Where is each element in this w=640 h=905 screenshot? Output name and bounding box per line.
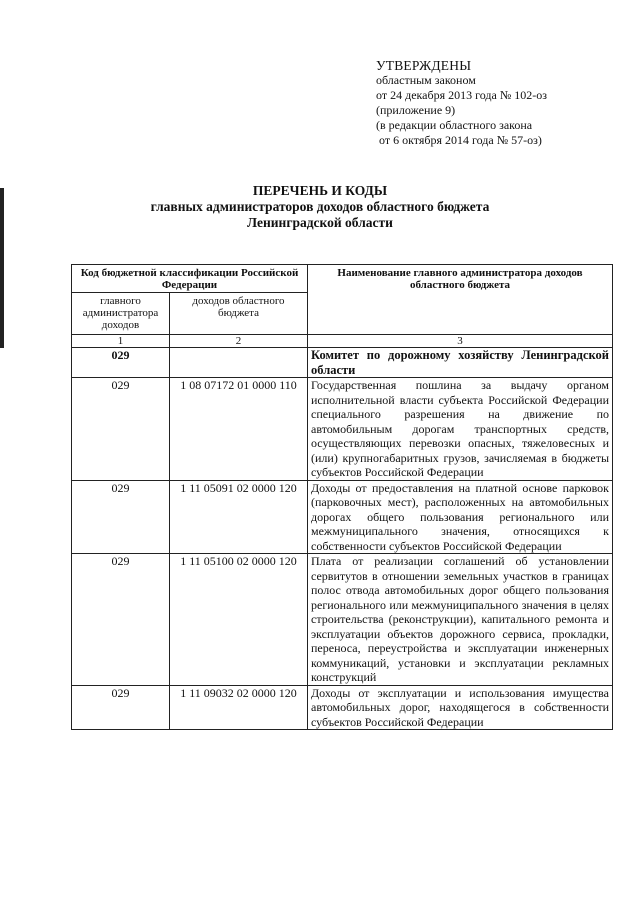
title-line-1: ПЕРЕЧЕНЬ И КОДЫ: [252, 183, 388, 198]
admin-code: 029: [72, 480, 170, 554]
approval-line: областным законом: [376, 73, 476, 87]
title-line-3: Ленинградской области: [247, 215, 393, 230]
table-row: [72, 378, 613, 481]
table-row: [72, 480, 613, 554]
admin-code: 029: [72, 348, 170, 378]
table-header-row: [72, 265, 613, 293]
admin-code: 029: [72, 554, 170, 686]
column-number: 3: [308, 335, 613, 348]
header-kbk: Код бюджетной классификации Российской Федерации: [72, 265, 308, 293]
table-row: [72, 348, 613, 378]
income-description: Доходы от эксплуатации и использования имущества автомобильных дорог, находящегося в собственности субъектов Российской Федерации: [308, 685, 613, 730]
approval-line: от 24 декабря 2013 года № 102-оз: [376, 88, 548, 102]
income-code: 1 11 09032 02 0000 120: [170, 685, 308, 730]
table-row: [72, 554, 613, 686]
column-number: 1: [72, 335, 170, 348]
approval-head: УТВЕРЖДЕНЫ: [376, 58, 472, 73]
income-description: Плата от реализации соглашений об установлении сервитутов в отношении земельных участков в границах полос отвода автомобильных дорог общего пользования регионального или межмуниципального значения в целях строительства (реконструкции), капитального ремонта и эксплуатации объектов дорожного сервиса, прокладки, переноса, переустройства и эксплуатации инженерных коммуникаций, установки и эксплуатации рекламных конструкций: [308, 554, 613, 686]
approval-line: (приложение 9): [376, 103, 456, 117]
admin-code: 029: [72, 378, 170, 481]
approval-line: (в редакции областного закона: [376, 118, 533, 132]
income-code: 1 08 07172 01 0000 110: [170, 378, 308, 481]
title-line-2: главных администраторов доходов областного бюджета: [150, 199, 490, 214]
header-income: доходов областного бюджета: [170, 293, 308, 335]
approval-stamp: [376, 58, 626, 148]
income-description: Доходы от предоставления на платной основе парковок (парковочных мест), расположенных на автомобильных дорогах общего пользования регионального или межмуниципального значения, относящихся к собственности субъектов Российской Федерации: [308, 480, 613, 554]
approval-line: от 6 октября 2014 года № 57-оз): [376, 133, 542, 147]
income-code: 1 11 05091 02 0000 120: [170, 480, 308, 554]
income-code: 1 11 05100 02 0000 120: [170, 554, 308, 686]
header-admin: главного администратора доходов: [72, 293, 170, 335]
income-description: Государственная пошлина за выдачу органом исполнительной власти субъекта Российской Федерации специального разрешения на движение по автомобильным дорогам транспортных средств, осуществляющих перевозки опасных, тяжеловесных и (или) крупногабаритных грузов, зачисляемая в бюджеты субъектов Российской Федерации: [308, 378, 613, 481]
column-number: 2: [170, 335, 308, 348]
revenue-codes-table: [71, 264, 613, 730]
document-title: [0, 183, 640, 231]
income-code: [170, 348, 308, 378]
admin-code: 029: [72, 685, 170, 730]
header-name: Наименование главного администратора доходов областного бюджета: [308, 265, 613, 335]
admin-name: Комитет по дорожному хозяйству Ленинградской области: [308, 348, 613, 378]
table-row: [72, 685, 613, 730]
table-column-numbers: [72, 335, 613, 348]
